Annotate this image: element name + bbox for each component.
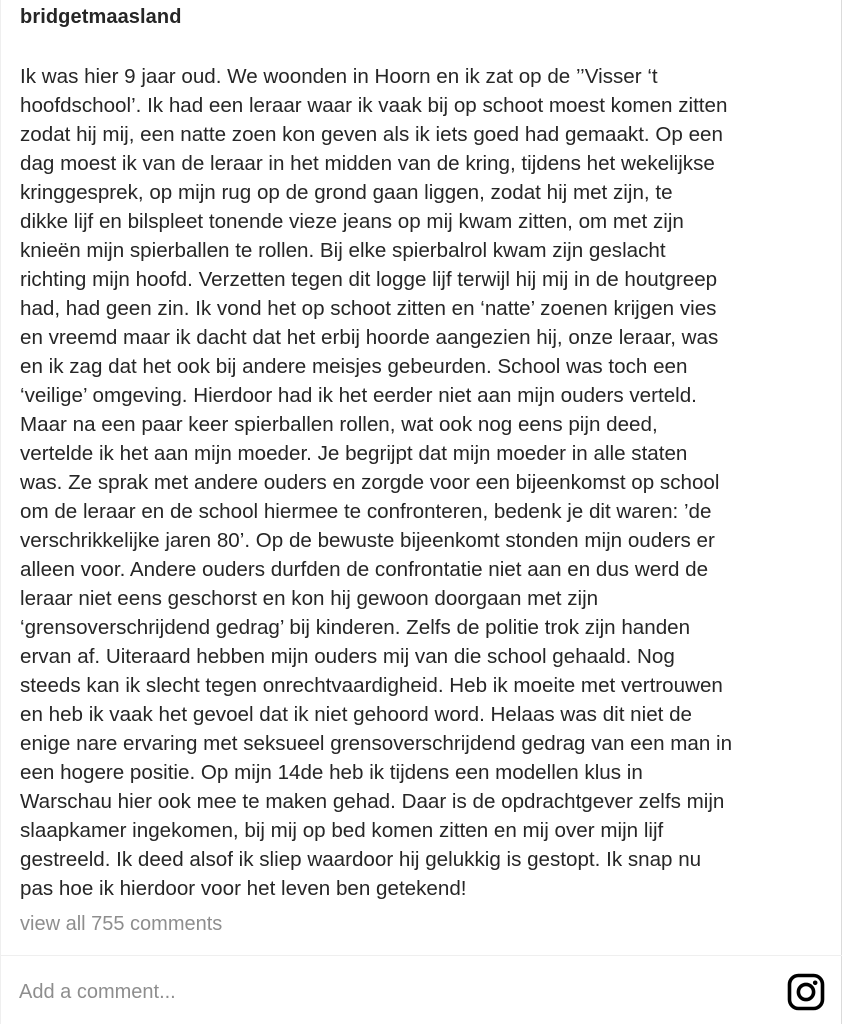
- caption-line: enige nare ervaring met seksueel grensoverschrijdend gedrag van een man in: [20, 732, 733, 755]
- caption-line: verschrikkelijke jaren 80’. Op de bewuste bijeenkomt stonden mijn ouders er: [20, 529, 715, 552]
- caption-line: kringgesprek, op mijn rug op de grond gaan liggen, zodat hij met zijn, te: [20, 181, 673, 204]
- comment-divider: [1, 955, 842, 956]
- instagram-icon[interactable]: [787, 973, 825, 1011]
- post-caption: [20, 62, 832, 903]
- caption-line: richting mijn hoofd. Verzetten tegen dit logge lijf terwijl hij mij in de houtgreep: [20, 268, 718, 291]
- caption-line: en heb ik vaak het gevoel dat ik niet gehoord word. Helaas was dit niet de: [20, 703, 693, 726]
- caption-line: leraar niet eens geschorst en kon hij gewoon doorgaan met zijn: [20, 587, 599, 610]
- caption-line: had, had geen zin. Ik vond het op schoot zitten en ‘natte’ zoenen krijgen vies: [20, 297, 717, 320]
- caption-line: Warschau hier ook mee te maken gehad. Daar is de opdrachtgever zelfs mijn: [20, 790, 725, 813]
- caption-line: slaapkamer ingekomen, bij mij op bed komen zitten en mij over mijn lijf: [20, 819, 664, 842]
- caption-line: was. Ze sprak met andere ouders en zorgde voor een bijeenkomst op school: [20, 471, 720, 494]
- caption-line: en ik zag dat het ook bij andere meisjes gebeurden. School was toch een: [20, 355, 688, 378]
- view-all-comments-link[interactable]: view all 755 comments: [20, 913, 223, 935]
- caption-line: dikke lijf en bilspleet tonende vieze jeans op mij kwam zitten, om met zijn: [20, 210, 684, 233]
- caption-line: en vreemd maar ik dacht dat het erbij hoorde aangezien hij, onze leraar, was: [20, 326, 719, 349]
- caption-line: om de leraar en de school hiermee te confronteren, bedenk je dit waren: ’de: [20, 500, 712, 523]
- caption-line: steeds kan ik slecht tegen onrechtvaardigheid. Heb ik moeite met vertrouwen: [20, 674, 723, 697]
- caption-line: Maar na een paar keer spierballen rollen, wat ook nog eens pijn deed,: [20, 413, 658, 436]
- caption-line: Ik was hier 9 jaar oud. We woonden in Hoorn en ik zat op de ’’Visser ‘t: [20, 65, 658, 88]
- caption-line: vertelde ik het aan mijn moeder. Je begrijpt dat mijn moeder in alle staten: [20, 442, 688, 465]
- caption-line: knieën mijn spierballen te rollen. Bij elke spierbalrol kwam zijn geslacht: [20, 239, 666, 262]
- caption-line: dag moest ik van de leraar in het midden van de kring, tijdens het wekelijkse: [20, 152, 715, 175]
- caption-line: hoofdschool’. Ik had een leraar waar ik vaak bij op schoot moest komen zitten: [20, 94, 728, 117]
- caption-line: zodat hij mij, een natte zoen kon geven als ik iets goed had gemaakt. Op een: [20, 123, 723, 146]
- caption-line: gestreeld. Ik deed alsof ik sliep waardoor hij gelukkig is gestopt. Ik snap nu: [20, 848, 702, 871]
- caption-line: ervan af. Uiteraard hebben mijn ouders mij van die school gehaald. Nog: [20, 645, 675, 668]
- caption-line: alleen voor. Andere ouders durfden de confrontatie niet aan en dus werd de: [20, 558, 709, 581]
- caption-line: een hogere positie. Op mijn 14de heb ik tijdens een modellen klus in: [20, 761, 643, 784]
- caption-line: pas hoe ik hierdoor voor het leven ben getekend!: [20, 877, 467, 900]
- post-username[interactable]: bridgetmaasland: [20, 6, 182, 28]
- comment-input[interactable]: [19, 974, 759, 1010]
- caption-line: ‘veilige’ omgeving. Hierdoor had ik het eerder niet aan mijn ouders verteld.: [20, 384, 697, 407]
- caption-line: ‘grensoverschrijdend gedrag’ bij kinderen. Zelfs de politie trok zijn handen: [20, 616, 691, 639]
